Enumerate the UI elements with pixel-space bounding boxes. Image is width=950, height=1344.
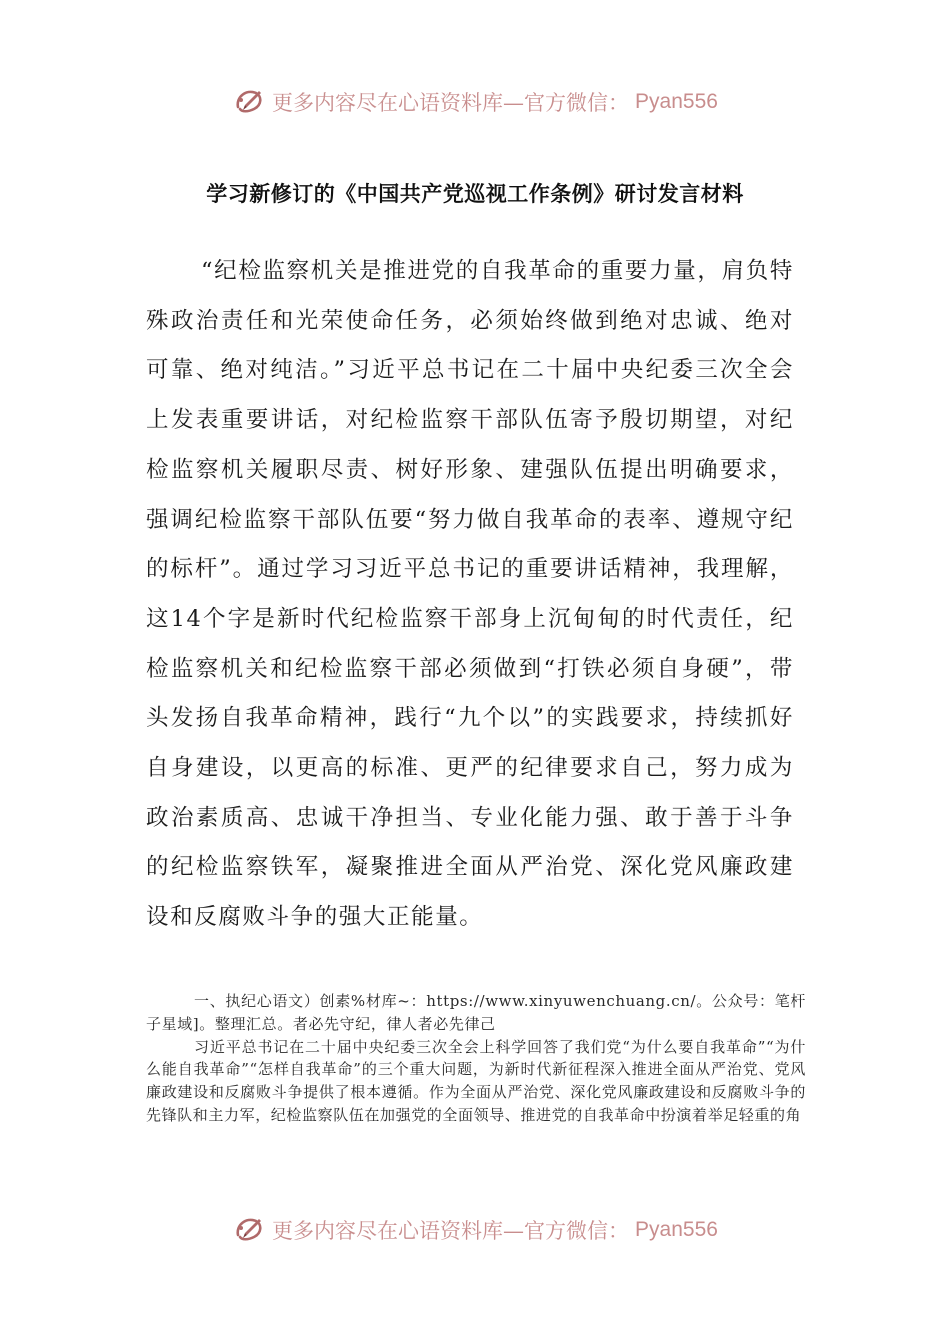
small-text-block [146,990,806,1127]
document-title: 学习新修订的《中国共产党巡视工作条例》研讨发言材料 [206,182,744,206]
header-watermark-banner [0,82,950,122]
banner-wechat-id: Pyan556 [635,90,718,113]
small-paragraph-2: 习近平总书记在二十届中央纪委三次全会上科学回答了我们党“为什么要自我革命”“为什么能自我革命”“怎样自我革命”的三个重大问题，为新时代新征程深入推进全面从严治党、党风廉政建设和反腐败斗争提供了根本遵循。作为全面从严治党、深化党风廉政建设和反腐败斗争的先锋队和主力军，纪检监察队伍在加强党的全面领导、推进党的自我革命中扮演着举足轻重的角 [146,1037,806,1124]
footer-watermark-banner [0,1210,950,1250]
small-paragraph-1: 一、执纪心语文）创素%材库~：https://www.xinyuwenchuang.cn/。公众号：笔杆子星域]。整理汇总。者必先守纪，律人者必先律己 [146,992,806,1033]
banner-label: 更多内容尽在心语资料库—官方微信： [272,91,630,115]
banner-wechat-id: Pyan556 [635,1218,718,1241]
main-paragraph: “纪检监察机关是推进党的自我革命的重要力量，肩负特殊政治责任和光荣使命任务，必须始终做到绝对忠诚、绝对可靠、绝对纯洁。”习近平总书记在二十届中央纪委三次全会上发表重要讲话，对纪检监察干部队伍寄予殷切期望，对纪检监察机关履职尽责、树好形象、建强队伍提出明确要求，强调纪检监察干部队伍要“努力做自我革命的表率、遵规守纪的标杆”。通过学习习近平总书记的重要讲话精神，我理解，这14个字是新时代纪检监察干部身上沉甸甸的时代责任，纪检监察机关和纪检监察干部必须做到“打铁必须自身硬”，带头发扬自我革命精神，践行“九个以”的实践要求，持续抓好自身建设，以更高的标准、更严的纪律要求自己，努力成为政治素质高、忠诚干净担当、专业化能力强、敢于善于斗争的纪检监察铁军，凝聚推进全面从严治党、深化党风廉政建设和反腐败斗争的强大正能量。 [146,258,794,931]
pen-logo-icon [232,1213,266,1247]
pen-logo-icon [232,85,266,119]
banner-label: 更多内容尽在心语资料库—官方微信： [272,1219,630,1243]
